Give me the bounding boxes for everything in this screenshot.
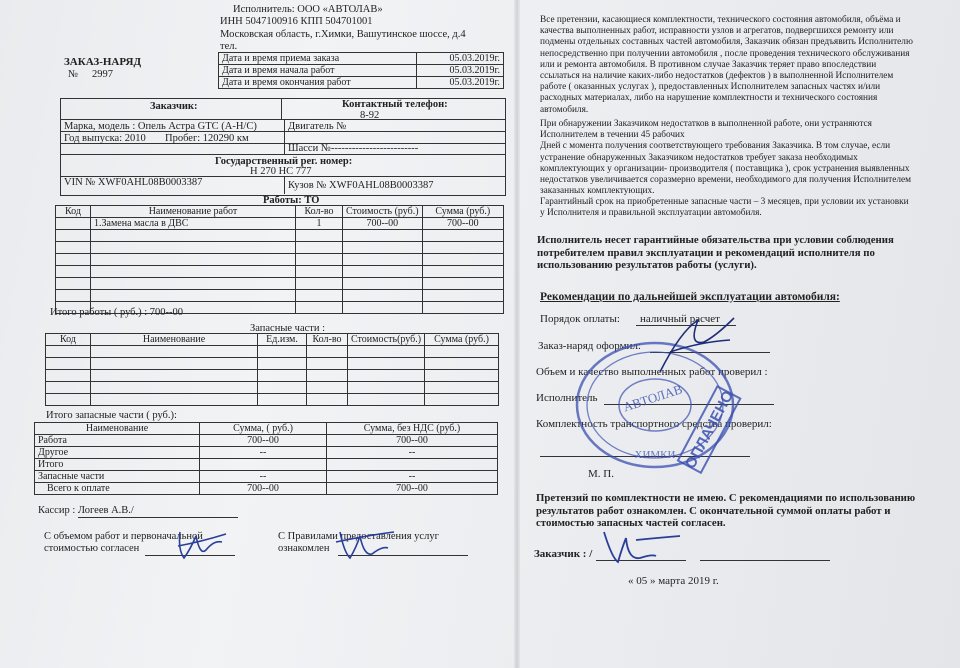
phone-value: 8-92 (360, 110, 380, 121)
p4-line: потребителем правил эксплуатации и рекомендаций исполнителя по (537, 246, 875, 259)
works-row-sum: 700--00 (422, 218, 503, 230)
parts-header-sum: Сумма (руб.) (425, 334, 499, 346)
order-number: 2997 (92, 69, 113, 80)
parts-header-name: Наименование (91, 334, 258, 346)
car-mileage: Пробег: 120290 км (165, 133, 249, 144)
works-row-qty: 1 (296, 218, 343, 230)
date-start-value: 05.03.2019г. (417, 65, 504, 77)
completeness-label: Комплектность транспортного средства проверил: (536, 418, 772, 430)
recommendations-title: Рекомендации по дальнейшей эксплуатации автомобиля: (540, 291, 840, 303)
table-row (35, 459, 498, 471)
paid-stamp (660, 380, 760, 480)
table-row (46, 358, 499, 370)
p1-line: ссылаться на наличие каких-либо недостатков (дефектов ) в выполненной Исполнителем (540, 71, 894, 81)
p4-line: использованию результатов работы (услуги). (537, 259, 757, 271)
p2-line: устранение обнаруженных Заказчиком недостатков требует заказа необходимых (540, 152, 858, 163)
payment-value: наличный расчет (640, 313, 720, 325)
agree-volume-line2: стоимостью согласен (44, 543, 140, 554)
p1-line: подмены отдельных составных частей автомобиля, Заказчик обязан предъявить Исполнителю (540, 37, 913, 48)
reg-number-label: Государственный рег. номер: (215, 156, 353, 167)
executor-phone: тел. (220, 41, 238, 52)
summary-subtotal-sum (200, 459, 327, 471)
summary-subtotal-sum-no-vat (327, 459, 498, 471)
sign-date: « 05 » марта 2019 г. (628, 575, 719, 587)
table-row (46, 394, 499, 406)
car-model: Марка, модель : Опель Астра GTC (A-H/C) (64, 121, 257, 132)
signature-customer-3 (596, 528, 686, 568)
executor-name: Исполнитель: ООО «АВТОЛАВ» (233, 4, 383, 15)
table-row (56, 242, 504, 254)
stamp-name: АВТОЛАВ (621, 381, 685, 415)
works-header-cost: Стоимость (руб.) (343, 206, 423, 218)
dates-table (218, 52, 504, 89)
p5-line: Претензий по комплектности не имею. С рекомендациями по использованию (536, 492, 916, 504)
parts-header-qty: Кол-во (307, 334, 348, 346)
summary-work-sum: 700--00 (200, 435, 327, 447)
body-number: Кузов № XWF0AHL08B0003387 (288, 180, 434, 191)
page-fold (514, 0, 520, 668)
table-row (56, 278, 504, 290)
table-row (219, 77, 504, 89)
summary-total-sum: 700--00 (200, 483, 327, 495)
date-start-label: Дата и время начала работ (219, 65, 417, 77)
summary-header-sum: Сумма, ( руб.) (200, 423, 327, 435)
table-row (56, 230, 504, 242)
p1-line: автомобиля. (540, 104, 589, 115)
p1-line: или и ремонта автомобиля. В противном случае Заказчик теряет право впоследствии (540, 59, 877, 70)
quality-checked-label: Объем и качество выполненных работ проверил : (536, 366, 768, 378)
order-issued-label: Заказ-наряд оформил: (538, 340, 641, 352)
phone-label: Контактный телефон: (342, 99, 448, 110)
vin-number: VIN № XWF0AHL08B0003387 (64, 177, 203, 188)
table-row (35, 471, 498, 483)
cashier: Кассир : Логеев А.В./ (38, 505, 134, 516)
date-end-value: 05.03.2019г. (417, 77, 504, 89)
works-header-name: Наименование работ (91, 206, 296, 218)
customer-label: Заказчик: (150, 101, 198, 112)
summary-other-sum-no-vat: -- (327, 447, 498, 459)
table-row (35, 423, 498, 435)
reg-number-value: Н 270 НС 777 (250, 166, 312, 177)
works-header-sum: Сумма (руб.) (422, 206, 503, 218)
table-row (56, 266, 504, 278)
engine-number: Двигатель № (288, 121, 347, 132)
works-header-code: Код (56, 206, 91, 218)
p1-line: расходных материалах, либо на нарушение комплектности и технического состояния (540, 93, 878, 104)
executor-inn: ИНН 5047100916 КПП 504701001 (220, 16, 373, 27)
signature-executor (650, 312, 740, 382)
date-received-label: Дата и время приема заказа (219, 53, 417, 65)
works-title: Работы: ТО (263, 195, 320, 206)
p1-line: Все претензии, касающиеся комплектности, технического состояния автомобиля, объёма и (540, 15, 901, 25)
summary-subtotal-name: Итого (35, 459, 200, 471)
chassis-number: Шасси №------------------------- (288, 143, 419, 154)
p1-line: непосредственно при получении автомобиля , после проведения технического обслуживания (540, 48, 910, 59)
date-end-label: Дата и время окончания работ (219, 77, 417, 89)
paid-stamp-text: ОПЛАЧЕНО (681, 387, 738, 472)
table-row (35, 435, 498, 447)
summary-work-sum-no-vat: 700--00 (327, 435, 498, 447)
p3-line: Гарантийный срок на приобретенные запасные части – 3 месяцев, при условии их установки (540, 197, 909, 207)
summary-total-name: Всего к оплате (35, 483, 200, 495)
agree-rules-line2: ознакомлен (278, 543, 330, 554)
works-row-cost: 700--00 (343, 218, 423, 230)
payment-label: Порядок оплаты: (540, 313, 620, 325)
stamp-city: ХИМКИ (634, 449, 676, 461)
p1-line: качества выполненных работ, исправности узлов и агрегатов, подвергшихся ремонту или (540, 26, 894, 37)
works-table (55, 205, 504, 314)
p4-line: Исполнитель несет гарантийные обязательства при условии соблюдения (537, 234, 894, 246)
summary-parts-name: Запасные части (35, 471, 200, 483)
table-row (219, 53, 504, 65)
table-row (56, 218, 504, 230)
customer-sign-label: Заказчик : / (534, 548, 593, 560)
summary-table (34, 422, 498, 495)
stamp-place: М. П. (588, 468, 614, 480)
p2-line: комплектующих у организации- производителя ( поставщика ), срок устранения выявленных (540, 163, 910, 174)
summary-total-sum-no-vat: 700--00 (327, 483, 498, 495)
table-row (46, 370, 499, 382)
signature-customer-2 (330, 522, 400, 567)
parts-total: Итого запасные части ( руб.): (46, 410, 177, 421)
p2-line: Исполнителем в течении 45 рабочих (540, 130, 685, 141)
order-number-label: № (68, 69, 79, 80)
executor-address: Московская область, г.Химки, Вашутинское шоссе, д.4 (220, 29, 466, 40)
p2-line: недостатков увеличивается соразмерно времени, необходимого для получения Исполнителем (540, 175, 911, 185)
agree-rules-line1: С Правилами предоставления услуг (278, 531, 439, 542)
summary-header-name: Наименование (35, 423, 200, 435)
table-row (46, 346, 499, 358)
summary-work-name: Работа (35, 435, 200, 447)
parts-header-cost: Стоимость(руб.) (348, 334, 425, 346)
table-row (46, 382, 499, 394)
works-header-qty: Кол-во (296, 206, 343, 218)
car-year: Год выпуска: 2010 (64, 133, 146, 144)
agree-volume-line1: С объемом работ и первоначальной (44, 531, 203, 542)
executor-label: Исполнитель (536, 392, 598, 404)
parts-table (45, 333, 499, 406)
date-received-value: 05.03.2019г. (417, 53, 504, 65)
works-total: Итого работы ( руб.) : 700--00 (50, 307, 184, 318)
parts-header-code: Код (46, 334, 91, 346)
works-row-name: 1.Замена масла в ДВС (91, 218, 296, 230)
signature-customer-1 (160, 520, 230, 565)
summary-other-sum: -- (200, 447, 327, 459)
order-title: ЗАКАЗ-НАРЯД (64, 56, 142, 68)
p5-line: стоимостью запасных частей согласен. (536, 517, 726, 529)
summary-parts-sum-no-vat: -- (327, 471, 498, 483)
table-row (219, 65, 504, 77)
summary-header-sum-no-vat: Сумма, без НДС (руб.) (327, 423, 498, 435)
parts-title: Запасные части : (250, 323, 326, 334)
table-row (56, 206, 504, 218)
summary-parts-sum: -- (200, 471, 327, 483)
p5-line: результатов работ ознакомлен. С окончательной суммой оплаты работ и (536, 504, 891, 517)
table-row (46, 334, 499, 346)
table-row (56, 254, 504, 266)
p2-line: заказанных комплектующих. (540, 186, 655, 197)
p1-line: работе ( оказанных услугах ), предоставленных Исполнителем запасных частях и/или (540, 82, 881, 93)
p3-line: у Исполнителя и правильной эксплуатации автомобиля. (540, 208, 762, 219)
summary-other-name: Другое (35, 447, 200, 459)
parts-header-unit: Ед.изм. (258, 334, 307, 346)
table-row (56, 290, 504, 302)
p2-line: Дней с момента получения соответствующего требования Заказчика. В том случае, если (540, 141, 891, 152)
p2-line: При обнаружении Заказчиком недостатков в выполненной работе, они устраняются (540, 119, 872, 129)
table-row (35, 447, 498, 459)
table-row (35, 483, 498, 495)
